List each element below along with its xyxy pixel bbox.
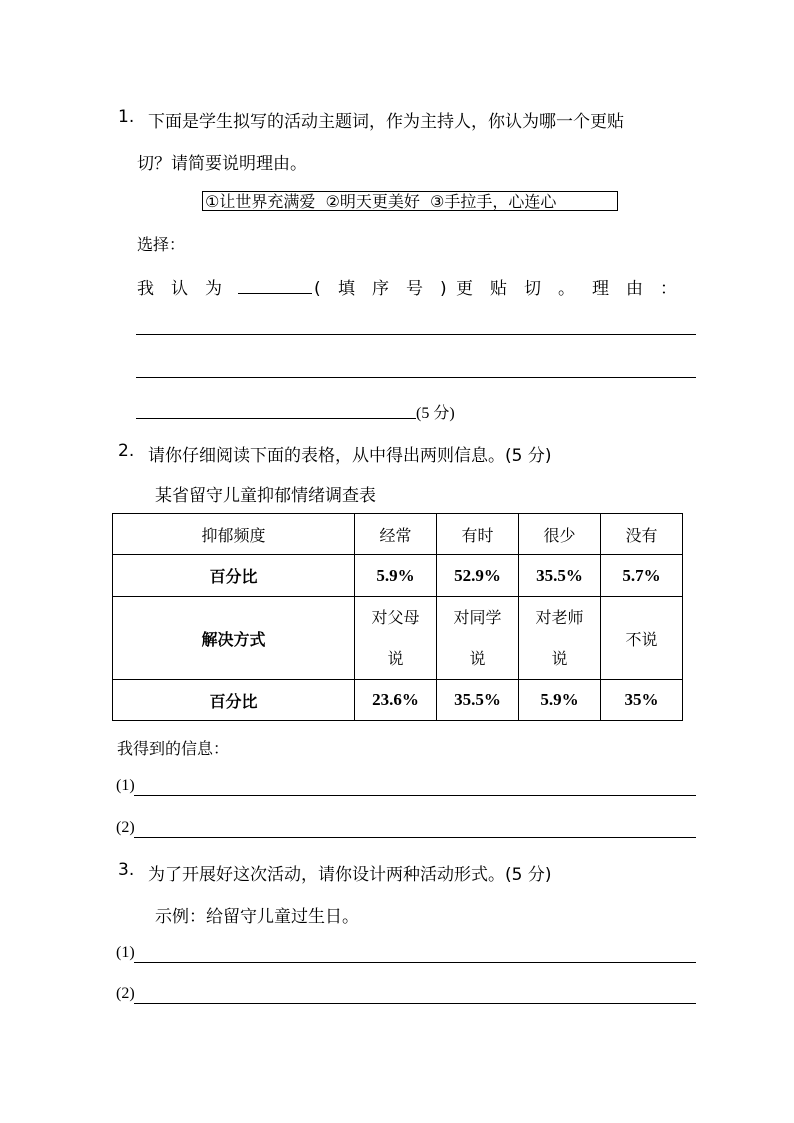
cell-line: 说 <box>387 649 404 668</box>
q3-blank2-label: (2) <box>116 985 135 1002</box>
table-cell: 解决方式 <box>113 597 355 680</box>
q1-answer-line <box>137 274 239 299</box>
q1-paren-open: ( <box>314 279 321 299</box>
table-cell <box>519 597 601 680</box>
q1-hint-char: 号 <box>406 279 423 299</box>
table-row <box>113 680 683 721</box>
cell-line: 对父母 <box>371 608 420 627</box>
table-cell <box>355 597 437 680</box>
q3-text: 为了开展好这次活动，请你设计两种活动形式。(5 分) <box>148 865 552 885</box>
q1-number: 1. <box>118 107 135 127</box>
q1-answer-blank[interactable] <box>238 293 312 294</box>
table-cell: 很少 <box>519 514 601 555</box>
survey-table <box>112 513 683 721</box>
q3-example: 示例：给留守儿童过生日。 <box>155 907 359 927</box>
table-cell <box>437 597 519 680</box>
q2-table-title: 某省留守儿童抑郁情绪调查表 <box>155 486 376 506</box>
q1-score: (5 分) <box>416 405 455 422</box>
table-row <box>113 555 683 597</box>
q2-blank2-label: (2) <box>116 819 135 836</box>
q1-text-line1: 下面是学生拟写的活动主题词，作为主持人，你认为哪一个更贴 <box>148 112 624 132</box>
cell-line: 说 <box>469 649 486 668</box>
table-row <box>113 597 683 680</box>
q2-info-label: 我得到的信息： <box>117 739 230 758</box>
table-cell: 百分比 <box>113 555 355 597</box>
cell-line: 对同学 <box>453 608 502 627</box>
q2-number: 2. <box>118 441 135 461</box>
q1-reason-line-3[interactable] <box>136 418 416 419</box>
q1-answer-prefix-char: 我 <box>137 279 154 299</box>
table-cell: 有时 <box>437 514 519 555</box>
q1-reason-line-1[interactable] <box>136 334 696 335</box>
table-cell: 经常 <box>355 514 437 555</box>
q1-answer-prefix-char: 认 <box>171 279 188 299</box>
table-cell: 百分比 <box>113 680 355 721</box>
table-cell: 35% <box>601 680 683 721</box>
table-cell: 5.9% <box>355 555 437 597</box>
table-cell: 52.9% <box>437 555 519 597</box>
q1-suffix-char: 切 <box>524 279 541 299</box>
q2-text: 请你仔细阅读下面的表格，从中得出两则信息。(5 分) <box>148 446 552 466</box>
q1-answer-suffix <box>456 274 680 299</box>
q1-hint-char: 填 <box>338 279 355 299</box>
q1-options-text: ①让世界充满爱 ②明天更美好 ③手拉手，心连心 <box>205 192 557 211</box>
q2-blank2-line[interactable] <box>134 837 696 838</box>
table-cell: 抑郁频度 <box>113 514 355 555</box>
q1-suffix-char: 由 <box>626 279 643 299</box>
table-cell: 不说 <box>601 597 683 680</box>
table-cell: 5.9% <box>519 680 601 721</box>
q1-suffix-char: 更 <box>456 279 473 299</box>
q1-choose-label: 选择： <box>137 235 186 254</box>
q3-blank2-line[interactable] <box>134 1003 696 1004</box>
q1-reason-line-2[interactable] <box>136 377 696 378</box>
cell-line: 说 <box>551 649 568 668</box>
q2-blank1-line[interactable] <box>134 795 696 796</box>
cell-line: 对老师 <box>535 608 584 627</box>
q1-answer-prefix-char: 为 <box>205 279 222 299</box>
table-row <box>113 514 683 555</box>
q1-answer-hint <box>314 274 462 299</box>
table-cell: 5.7% <box>601 555 683 597</box>
table-cell: 23.6% <box>355 680 437 721</box>
table-cell: 35.5% <box>437 680 519 721</box>
q1-suffix-char: 贴 <box>490 279 507 299</box>
q3-blank1-line[interactable] <box>134 962 696 963</box>
q2-blank1-label: (1) <box>116 777 135 794</box>
q3-blank1-label: (1) <box>116 944 135 961</box>
q1-text-line2: 切？请简要说明理由。 <box>137 154 307 174</box>
table-cell: 没有 <box>601 514 683 555</box>
q1-suffix-char: ： <box>660 279 677 299</box>
q1-options-box <box>202 191 618 211</box>
q1-paren-close: ) <box>440 279 447 299</box>
q3-number: 3. <box>118 860 135 880</box>
q1-suffix-char: 。 <box>558 279 575 299</box>
q1-suffix-char: 理 <box>592 279 609 299</box>
q1-hint-char: 序 <box>372 279 389 299</box>
table-cell: 35.5% <box>519 555 601 597</box>
